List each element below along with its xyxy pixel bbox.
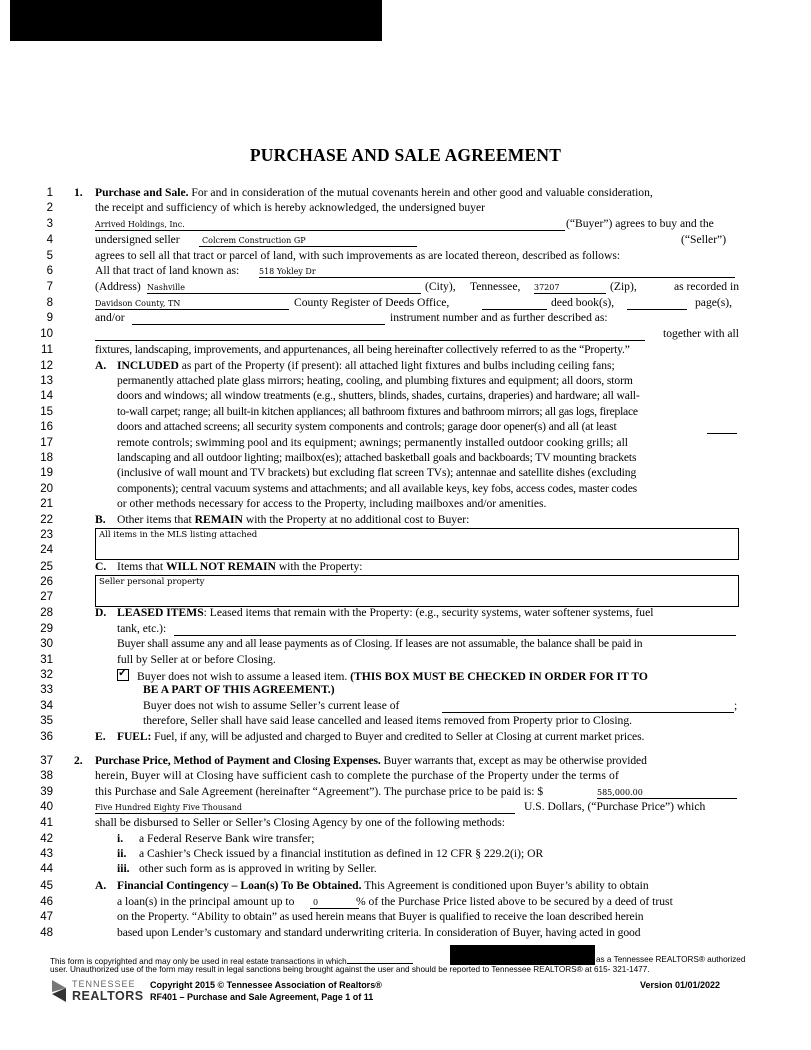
city-field[interactable]: Nashville: [147, 281, 421, 294]
deed-book-field[interactable]: [482, 297, 547, 310]
line-text: (“Buyer”) agrees to buy and the: [566, 217, 714, 230]
line-number: 1: [46, 187, 53, 199]
further-description-field[interactable]: [95, 328, 645, 341]
price-in-words-field[interactable]: Five Hundred Eighty Five Thousand: [95, 801, 515, 814]
footer-authorized-text: as a Tennessee REALTORS® authorized: [596, 955, 746, 964]
line-text: agrees to sell all that tract or parcel of land, with such improvements as are located thereon, described as follows:: [95, 249, 621, 262]
property-address-field[interactable]: 518 Yokley Dr: [259, 265, 735, 278]
leased-items-field[interactable]: [174, 623, 736, 636]
line-text: All that tract of land known as:: [95, 264, 240, 277]
leased-item-checkbox[interactable]: [117, 669, 129, 681]
footer-warning: user. Unauthorized use of the form may result in legal sanctions being brought against the user and should be reported to Tennessee REALTORS® at 615- 321-1477.: [50, 965, 650, 974]
not-remain-items-box[interactable]: Seller personal property: [95, 575, 739, 607]
loan-percent-field[interactable]: 0: [310, 896, 359, 909]
remain-items-box[interactable]: All items in the MLS listing attached: [95, 528, 739, 560]
county-field[interactable]: Davidson County, TN: [95, 297, 289, 310]
page-title: PURCHASE AND SALE AGREEMENT: [249, 145, 562, 165]
line-text: fixtures, landscaping, improvements, and appurtenances, all being hereinafter collectively referred to as the “Property.”: [95, 343, 630, 356]
line-text: (Address): [95, 280, 141, 293]
footer-form-id: RF401 – Purchase and Sale Agreement, Page 1 of 11: [150, 992, 374, 1002]
footer-copyright-notice: This form is copyrighted and may only be used in real estate transactions in which: [50, 955, 413, 966]
page-field[interactable]: [627, 297, 687, 310]
line-text: the receipt and sufficiency of which is hereby acknowledged, the undersigned buyer: [95, 201, 485, 214]
instrument-number-field[interactable]: [132, 312, 385, 325]
redaction-bar-footer: [450, 945, 595, 965]
buyer-name-field[interactable]: Arrived Holdings, Inc.: [95, 218, 565, 231]
remote-count-field[interactable]: [707, 421, 737, 434]
zip-field[interactable]: 37207: [534, 281, 606, 294]
tennessee-realtors-logo: TENNESSEE REALTORS: [50, 978, 150, 1008]
line-text: (“Seller”): [681, 233, 727, 246]
realtors-logo-icon: [50, 978, 68, 1004]
section-number: 1.: [74, 186, 83, 199]
footer-version: Version 01/01/2022: [640, 980, 721, 990]
seller-name-field[interactable]: Colcrem Construction GP: [199, 234, 417, 247]
redaction-bar-top: [10, 0, 382, 41]
purchase-price-field[interactable]: 585,000.00: [597, 786, 737, 799]
line-text: undersigned seller: [95, 233, 180, 246]
seller-lease-field[interactable]: [442, 700, 734, 713]
footer-copyright: Copyright 2015 © Tennessee Association of Realtors®: [150, 980, 382, 990]
line-text: Purchase and Sale. For and in consideration of the mutual covenants herein and other good and valuable consideration,: [95, 186, 653, 199]
